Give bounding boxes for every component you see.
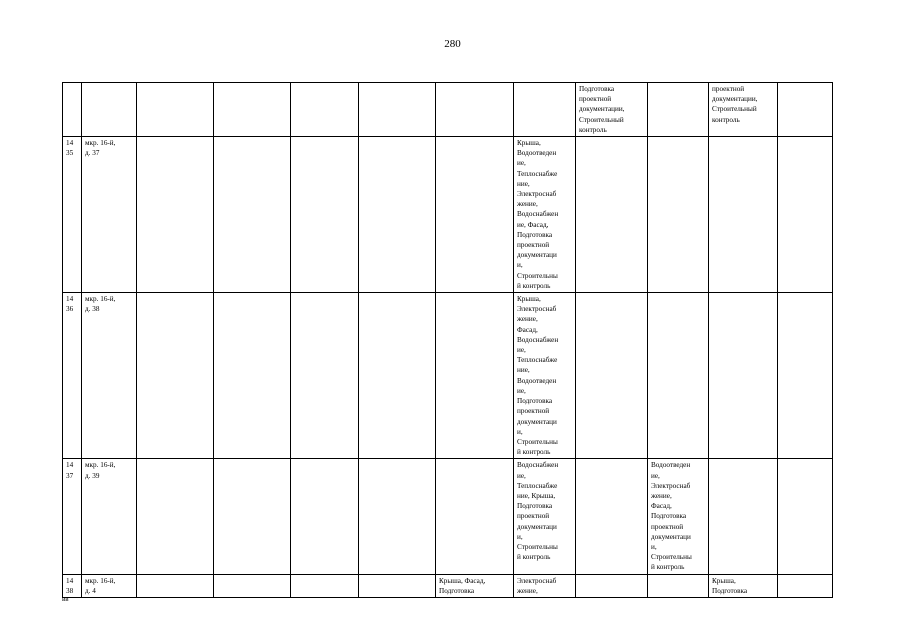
table-cell [778,83,833,137]
table-cell [214,83,291,137]
table-cell [291,83,359,137]
table-row [63,459,833,574]
table-cell [214,293,291,459]
table-cell [359,574,436,597]
table-cell [137,293,214,459]
table-cell [436,137,514,293]
table-cell [137,459,214,574]
address-cell: мкр. 16-й, д. 38 [82,293,137,459]
table-cell [778,574,833,597]
table-cell [291,574,359,597]
works-cell [648,293,709,459]
table-cell [291,137,359,293]
table-cell [359,83,436,137]
table-row [63,293,833,459]
works-cell: Электроснаб жение, [514,574,576,597]
table-cell [778,459,833,574]
table-cell [778,137,833,293]
footer-mark: вв [62,595,69,603]
address-cell: мкр. 16-й, д. 4 [82,574,137,597]
table-cell [436,83,514,137]
works-cell [648,137,709,293]
table-cell [214,459,291,574]
works-cell [576,459,648,574]
table-row [63,83,833,137]
works-cell: Крыша, Водоотведен ие, Теплоснабже ние, Электроснаб жение, Водоснабжен ие, Фасад, Подготовка проектной документаци и, Строительны й контроль [514,137,576,293]
table-cell [137,137,214,293]
table-cell [291,293,359,459]
works-cell: Водоотведен ие, Электроснаб жение, Фасад, Подготовка проектной документаци и, Строительны й контроль [648,459,709,574]
works-cell: Крыша, Фасад, Подготовка [436,574,514,597]
works-cell [709,459,778,574]
works-cell [576,137,648,293]
table-cell [137,574,214,597]
table-row [63,137,833,293]
works-cell [709,137,778,293]
page-number: 280 [444,38,461,50]
table-row [63,574,833,597]
works-cell [576,574,648,597]
works-cell: проектной документации, Строительный контроль [709,83,778,137]
table-cell [436,459,514,574]
works-cell [576,293,648,459]
works-cell: Крыша, Электроснаб жение, Фасад, Водоснабжен ие, Теплоснабже ние, Водоотведен ие, Подготовка проектной документаци и, Строительны й контроль [514,293,576,459]
table-cell [359,293,436,459]
table-cell [214,137,291,293]
table-cell [436,293,514,459]
address-cell [82,83,137,137]
works-cell [648,83,709,137]
works-cell: Водоснабжен ие, Теплоснабже ние, Крыша, Подготовка проектной документаци и, Строительны й контроль [514,459,576,574]
table-cell [291,459,359,574]
table-cell [359,137,436,293]
table-cell [137,83,214,137]
table-cell [359,459,436,574]
row-number-cell: 14 38 [63,574,82,597]
works-cell: Подготовка проектной документации, Строительный контроль [576,83,648,137]
works-cell [648,574,709,597]
row-number-cell: 14 37 [63,459,82,574]
address-cell: мкр. 16-й, д. 37 [82,137,137,293]
works-cell [514,83,576,137]
works-cell [709,293,778,459]
row-number-cell: 14 36 [63,293,82,459]
works-cell: Крыша, Подготовка [709,574,778,597]
address-works-table [62,82,833,598]
row-number-cell: 14 35 [63,137,82,293]
row-number-cell [63,83,82,137]
table-cell [214,574,291,597]
table-cell [778,293,833,459]
address-cell: мкр. 16-й, д. 39 [82,459,137,574]
